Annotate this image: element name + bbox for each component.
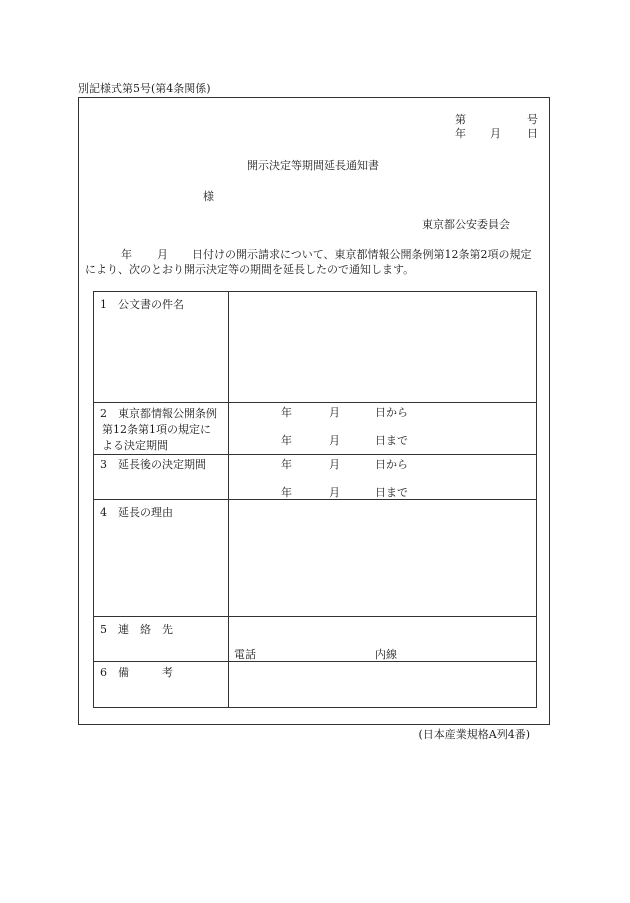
value-cell <box>229 662 537 708</box>
row-label-contact: 5 連 絡 先 <box>100 623 173 636</box>
value-cell <box>229 403 537 455</box>
label-cell <box>94 292 229 403</box>
until-year: 年 <box>281 486 292 499</box>
table-row <box>94 500 537 617</box>
until-month: 月 <box>329 486 340 499</box>
row-label-reason: 4 延長の理由 <box>100 506 173 519</box>
from-day: 日から <box>375 406 408 419</box>
row-label-original-period-2: 第12条第1項の規定に <box>102 423 211 436</box>
form-number-label: 別記様式第5号(第4条関係) <box>78 82 211 95</box>
row-label-original-period-1: 2 東京都情報公開条例 <box>100 407 217 420</box>
details-table <box>93 291 537 708</box>
body-line-1: 日付けの開示請求について、東京都情報公開条例第12条第2項の規定 <box>192 248 532 261</box>
until-day: 日まで <box>375 434 408 447</box>
row-label-original-period-3: よる決定期間 <box>102 439 168 452</box>
value-cell <box>229 455 537 500</box>
body-year: 年 <box>121 248 132 261</box>
label-cell <box>94 455 229 500</box>
until-day: 日まで <box>375 486 408 499</box>
value-cell <box>229 292 537 403</box>
date-month: 月 <box>490 127 501 140</box>
table-row <box>94 617 537 662</box>
number-prefix: 第 <box>455 113 466 126</box>
from-month: 月 <box>329 458 340 471</box>
table-row <box>94 455 537 500</box>
addressee-suffix: 様 <box>203 190 214 203</box>
table-row <box>94 662 537 708</box>
date-year: 年 <box>455 127 466 140</box>
value-cell <box>229 617 537 662</box>
label-cell <box>94 500 229 617</box>
number-suffix: 号 <box>527 113 538 126</box>
issuer-name: 東京都公安委員会 <box>422 218 510 231</box>
date-day: 日 <box>527 127 538 140</box>
from-year: 年 <box>281 458 292 471</box>
phone-label: 電話 <box>234 648 256 661</box>
label-cell <box>94 662 229 708</box>
body-month: 月 <box>157 248 168 261</box>
label-cell <box>94 403 229 455</box>
from-month: 月 <box>329 406 340 419</box>
paper-size-note: (日本産業規格A列4番) <box>418 728 530 741</box>
label-cell <box>94 617 229 662</box>
until-month: 月 <box>329 434 340 447</box>
row-label-extended-period: 3 延長後の決定期間 <box>100 458 206 471</box>
from-day: 日から <box>375 458 408 471</box>
body-line-2: により、次のとおり開示決定等の期間を延長したので通知します。 <box>85 263 415 276</box>
value-cell <box>229 500 537 617</box>
table-row <box>94 292 537 403</box>
extension-label: 内線 <box>375 648 397 661</box>
until-year: 年 <box>281 434 292 447</box>
row-label-document-subject: 1 公文書の件名 <box>100 298 184 311</box>
from-year: 年 <box>281 406 292 419</box>
row-label-remarks: 6 備 考 <box>100 666 173 679</box>
document-title: 開示決定等期間延長通知書 <box>247 159 379 172</box>
table-row <box>94 403 537 455</box>
